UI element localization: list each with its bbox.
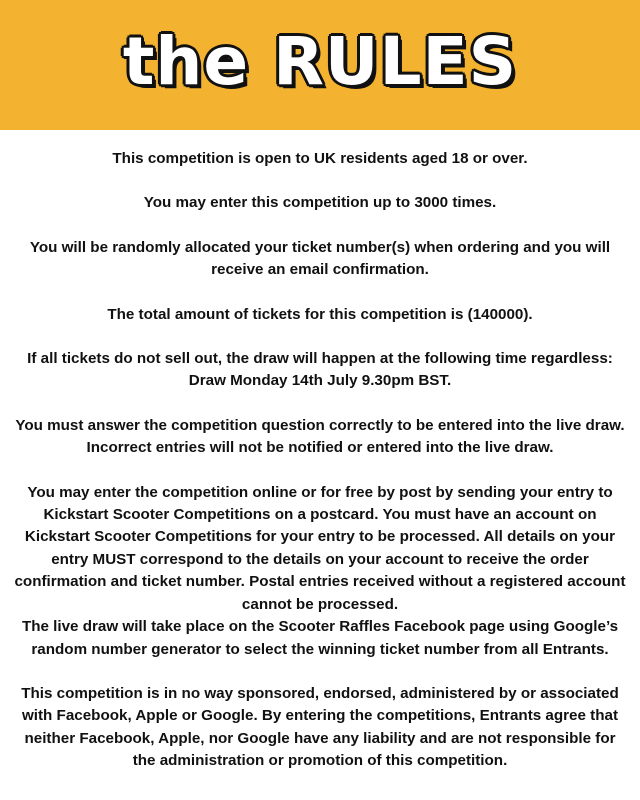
rules-content [0, 130, 640, 773]
rule-disclaimer: This competition is in no way sponsored, endorsed, administered by or associated with Facebook, Apple or Google. By entering the competitions, Entrants agree that neither Facebook, Apple, nor Google have any liability and are not responsible for the administration or promotion of this competition. [21, 684, 619, 770]
rule-draw-time [14, 348, 626, 393]
rule-age-eligibility: This competition is open to UK residents aged 18 or over. [112, 150, 528, 167]
rule-live-draw: The live draw will take place on the Scooter Raffles Facebook page using Google’s random number generator to select the winning ticket number from all Entrants. [21, 618, 619, 658]
rule-entry-limit: You may enter this competition up to 3000 times. [143, 194, 497, 212]
rule-draw-time-line1: If all tickets do not sell out, the draw will happen at the following time regardless: [27, 350, 613, 368]
rule-competition-question: You must answer the competition question correctly to be entered into the live draw. Incorrect entries will not be notified or entered into the live draw. [15, 416, 625, 457]
rules-logo: the RULES [122, 23, 518, 100]
rule-ticket-allocation: You will be randomly allocated your ticket number(s) when ordering and you will receive an email confirmation. [29, 238, 611, 279]
rule-draw-time-line2: Draw Monday 14th July 9.30pm BST. [188, 372, 452, 390]
rule-postal-entry: You may enter the competition online or for free by post by sending your entry to Kickstart Scooter Competitions on a postcard. You must have an account on Kickstart Scooter Competitions for your entry to be processed. All details on your entry MUST correspond to the details on your account to receive the order confirmation and ticket number. Postal entries received without a registered account cannot be processed. [14, 483, 626, 613]
rule-total-tickets: The total amount of tickets for this competition is (140000). [107, 305, 533, 323]
header-banner [0, 0, 640, 130]
